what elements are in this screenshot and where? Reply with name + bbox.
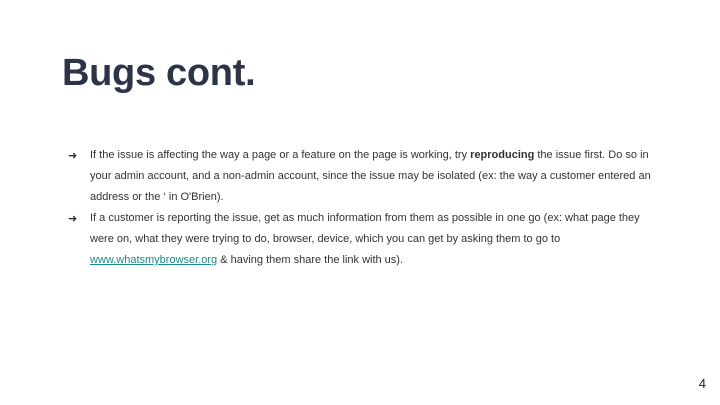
right-arrow-icon: ➜ <box>68 149 78 162</box>
bullet-text-part: If a customer is reporting the issue, get as much information from them as possible in one go (ex: what page they were on, what they were trying to do, browser, device, which you can get by asking them to go to <box>90 212 640 245</box>
bullet-item-reproducing <box>64 145 664 208</box>
bullet-bold-text: reproducing <box>470 149 535 161</box>
right-arrow-icon: ➜ <box>68 212 78 225</box>
bullet-text-part: the issue first. Do so in your admin account, and a non-admin account, since the issue may be isolated (ex: the way a customer entered an address or the ‘ in O'Brien). <box>90 149 651 203</box>
whatsmybrowser-link[interactable]: www.whatsmybrowser.org <box>90 254 218 266</box>
bullet-list <box>64 145 664 271</box>
bullet-item-customer-report <box>64 208 664 271</box>
bullet-text-part: If the issue is affecting the way a page or a feature on the page is working, try <box>90 149 471 161</box>
page-number: 4 <box>698 376 706 391</box>
slide-title: Bugs cont. <box>62 52 256 94</box>
bullet-text-part: & having them share the link with us). <box>217 254 404 266</box>
